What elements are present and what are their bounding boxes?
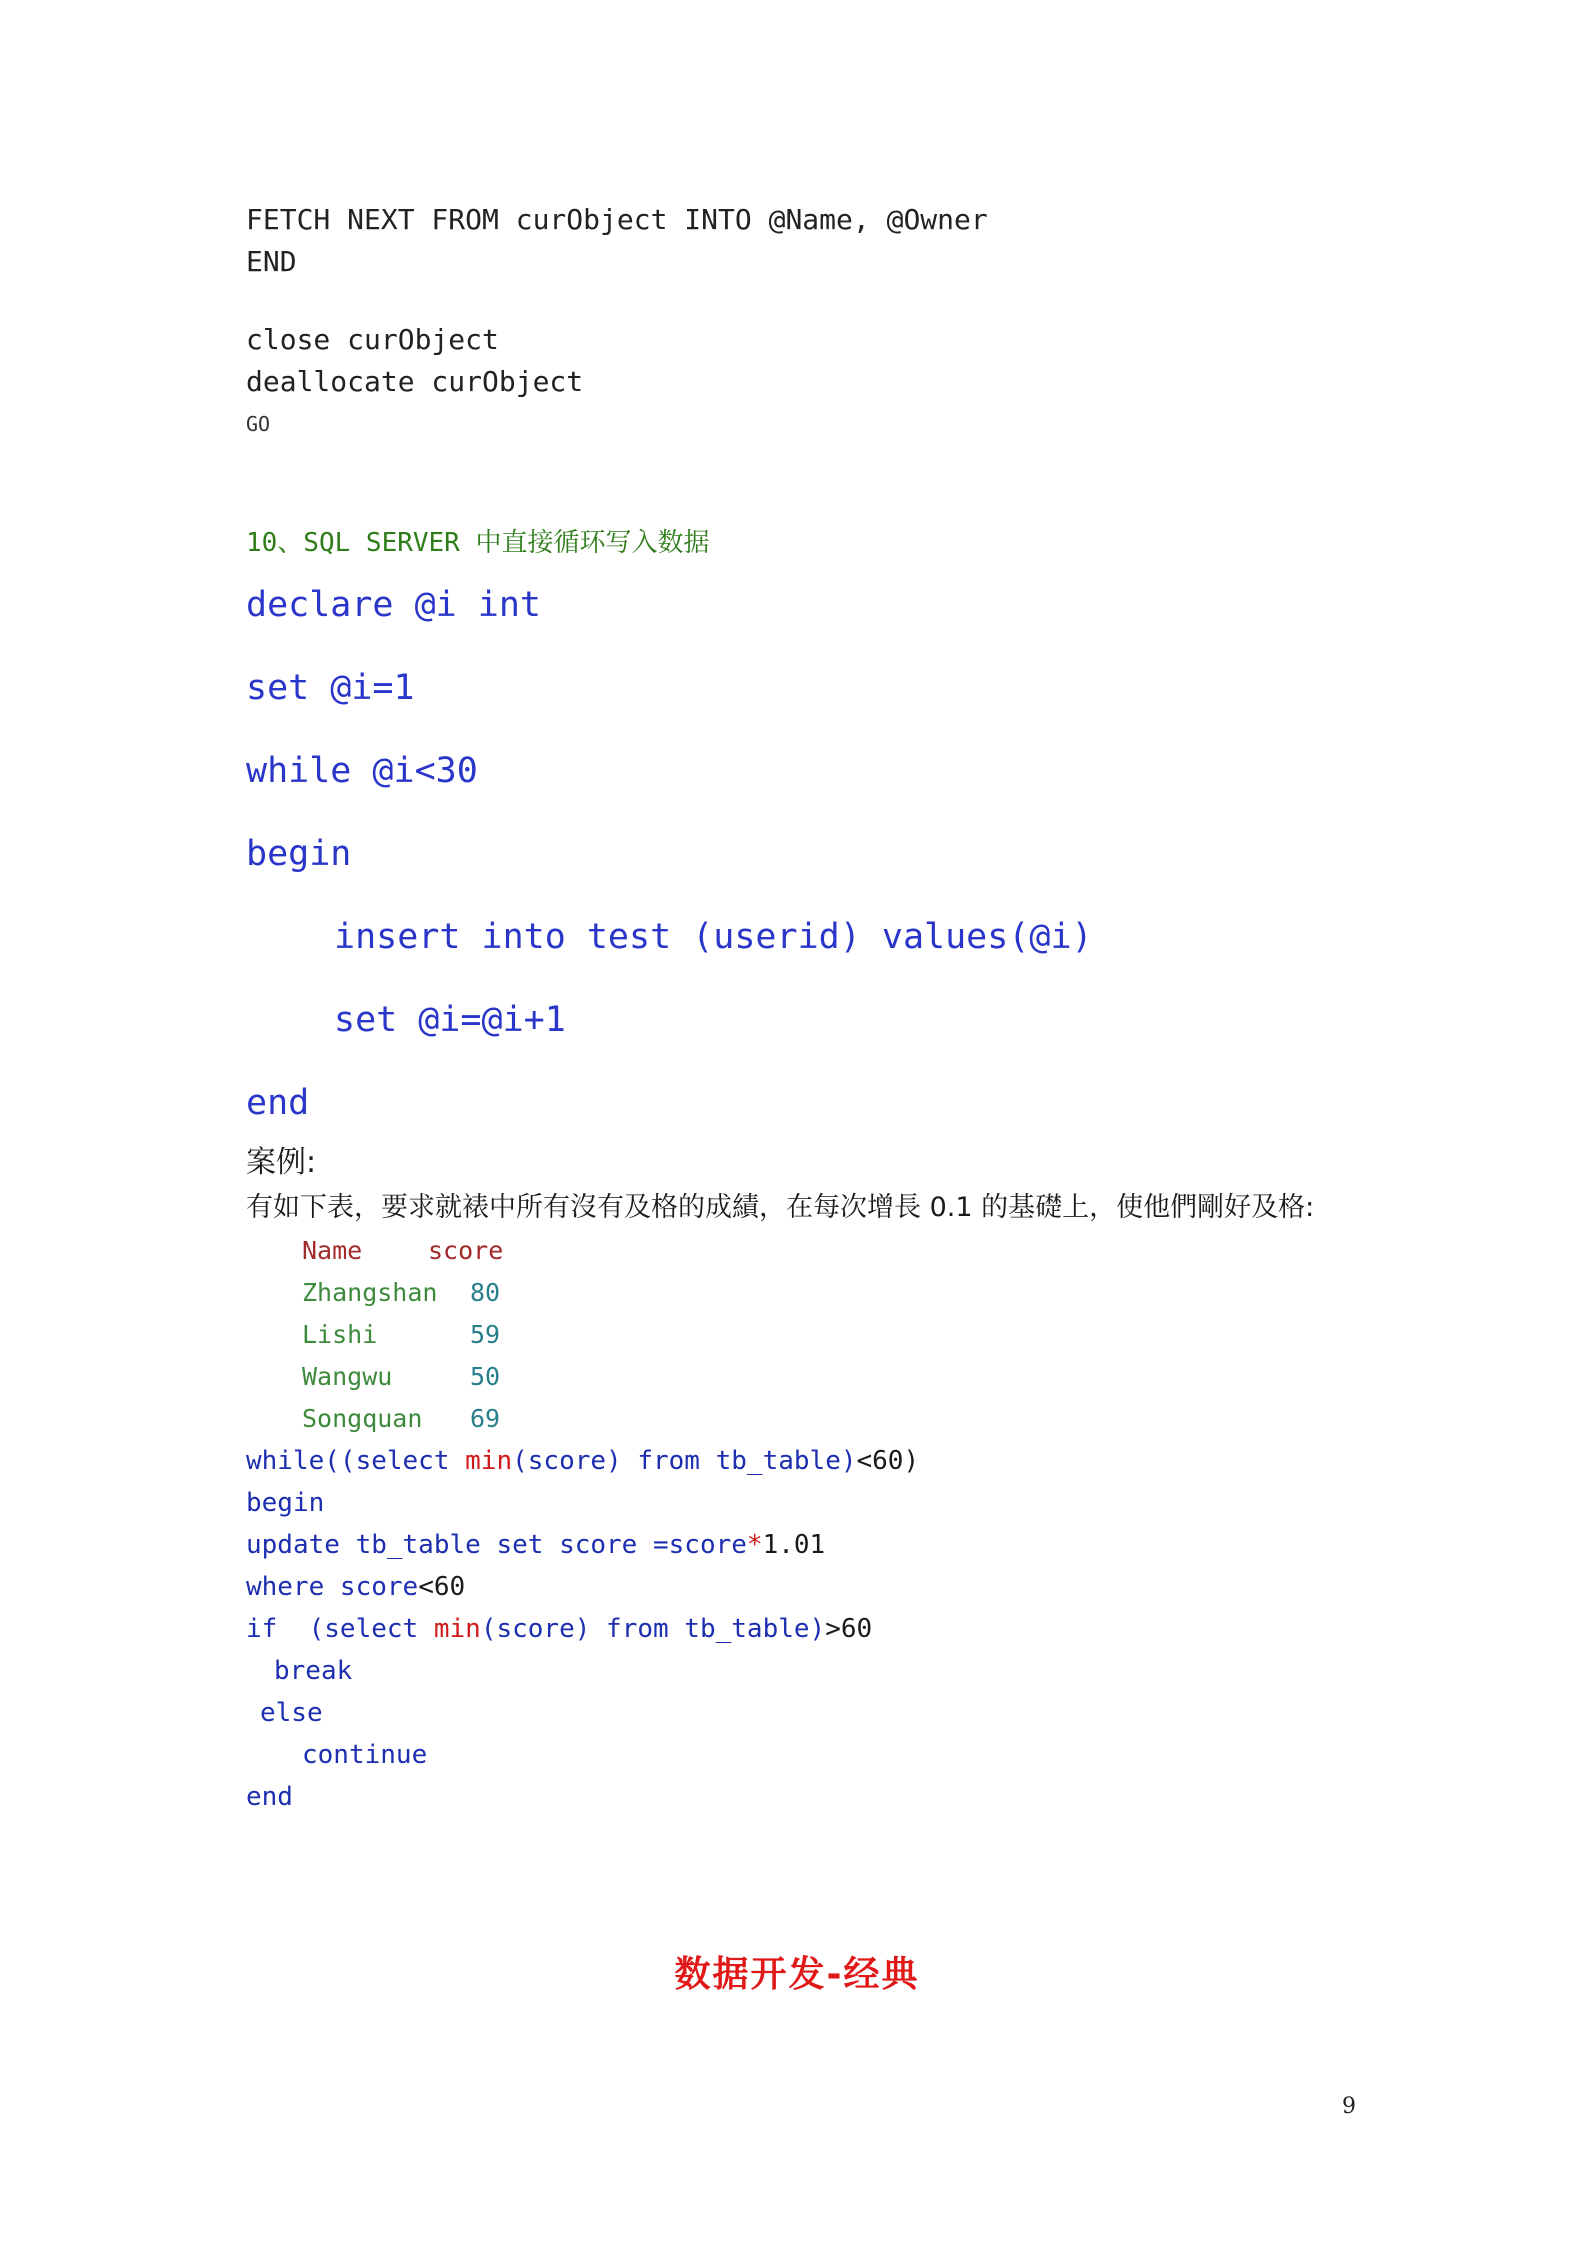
loop-code-line: declare @i int <box>246 585 542 625</box>
footer-title: 数据开发-经典 <box>674 1954 920 1995</box>
sql-line-else: else <box>260 1698 323 1728</box>
table-cell-score: 50 <box>470 1362 501 1391</box>
code-line-go: GO <box>246 412 271 436</box>
code-line-close: close curObject <box>246 323 499 356</box>
sql-line-begin: begin <box>246 1488 325 1518</box>
table-header-score: score <box>428 1236 504 1265</box>
table-cell-score: 59 <box>470 1320 501 1349</box>
loop-code-line: insert into test (userid) values(@i) <box>334 917 1093 957</box>
page-number: 9 <box>1342 2094 1356 2119</box>
loop-code-line: set @i=1 <box>246 668 415 708</box>
sql-line-break: break <box>274 1656 353 1686</box>
code-line-deallocate: deallocate curObject <box>246 365 584 398</box>
example-label: 案例: <box>246 1145 317 1180</box>
table-cell-name: Zhangshan <box>302 1278 438 1307</box>
table-header-name: Name <box>302 1236 363 1265</box>
table-cell-name: Wangwu <box>302 1362 393 1391</box>
section-heading: 10、SQL SERVER 中直接循环写入数据 <box>246 528 710 558</box>
code-line-end: END <box>246 245 297 278</box>
table-cell-name: Lishi <box>302 1320 378 1349</box>
sql-line-update: update tb_table set score =score*1.01 <box>246 1530 826 1560</box>
table-cell-score: 69 <box>470 1404 501 1433</box>
table-cell-name: Songquan <box>302 1404 423 1433</box>
sql-line-where: where score<60 <box>246 1572 466 1602</box>
sql-line-end: end <box>246 1782 293 1812</box>
example-description: 有如下表，要求就裱中所有沒有及格的成績，在每次增長 0.1 的基礎上，使他們剛好及格: <box>246 1192 1315 1223</box>
code-line-fetch: FETCH NEXT FROM curObject INTO @Name, @Owner <box>246 203 988 236</box>
sql-line-if: if (select min(score) from tb_table)>60 <box>246 1614 873 1644</box>
sql-line-while: while((select min(score) from tb_table)<60) <box>246 1446 920 1476</box>
loop-code-line: begin <box>246 834 352 874</box>
loop-code-line: while @i<30 <box>246 751 478 791</box>
sql-line-continue: continue <box>302 1740 428 1770</box>
table-cell-score: 80 <box>470 1278 501 1307</box>
loop-code-line: end <box>246 1083 310 1123</box>
loop-code-line: set @i=@i+1 <box>334 1000 566 1040</box>
